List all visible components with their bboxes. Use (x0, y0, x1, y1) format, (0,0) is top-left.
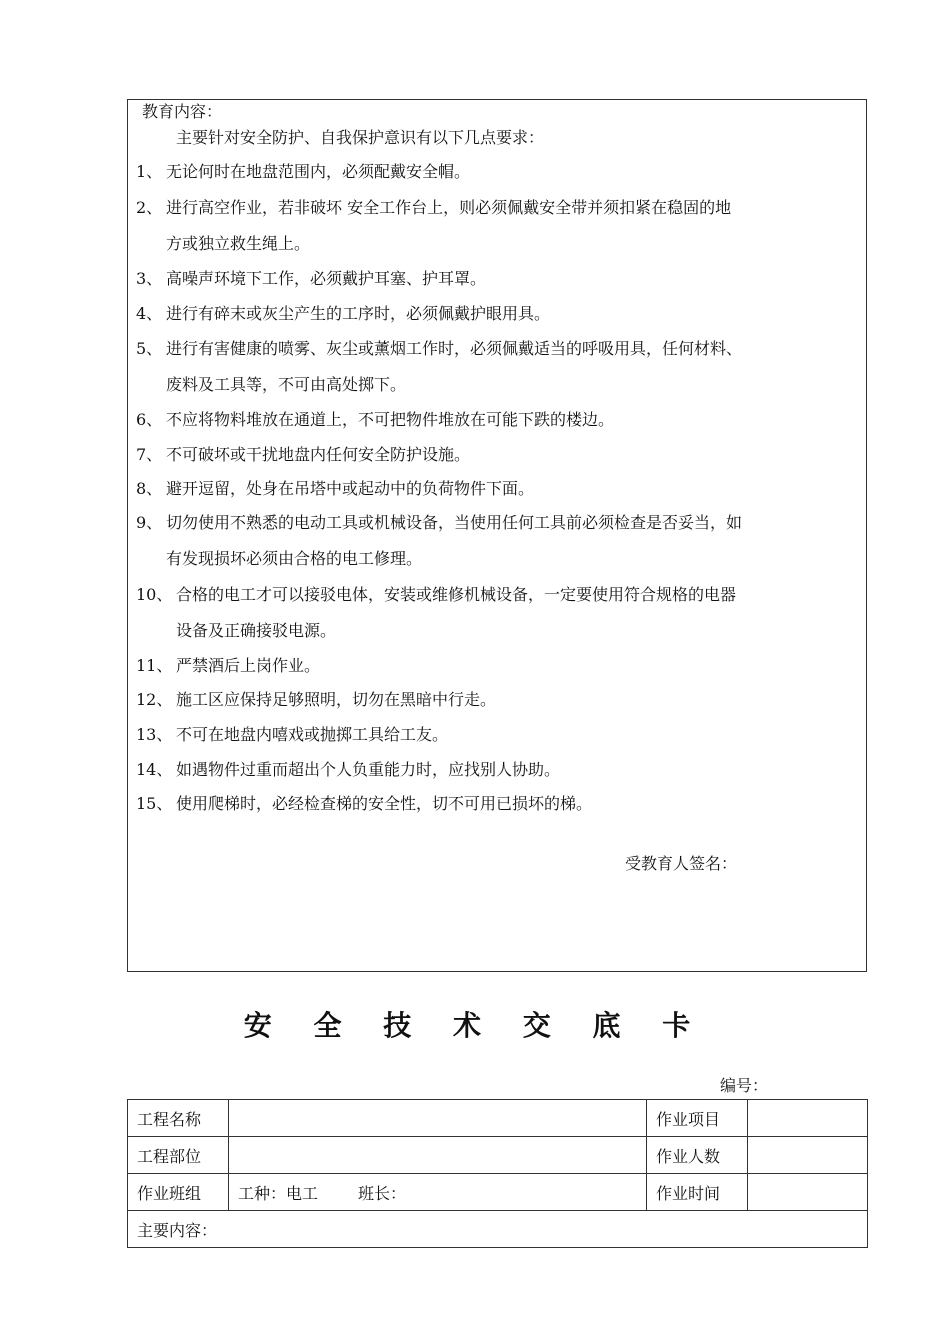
item-text-continued: 废料及工具等，不可由高处掷下。 (166, 375, 407, 394)
item-number: 10、 (136, 585, 173, 604)
leader-text: 班长： (358, 1183, 407, 1203)
education-item-11 (136, 648, 866, 684)
item-number: 4、 (136, 304, 163, 323)
item-text: 无论何时在地盘范围内，必须配戴安全帽。 (166, 162, 471, 181)
table-row (128, 1211, 868, 1248)
item-number: 2、 (136, 198, 163, 217)
item-number: 11、 (136, 656, 173, 675)
signature-label: 受教育人签名： (625, 854, 738, 873)
work-time-label: 作业时间 (647, 1174, 748, 1211)
item-text: 进行有碎末或灰尘产生的工序时，必须佩戴护眼用具。 (166, 304, 551, 323)
item-number: 12、 (136, 690, 173, 709)
item-text-continued: 设备及正确接驳电源。 (176, 621, 337, 640)
item-text: 进行高空作业，若非破坏 安全工作台上，则必须佩戴安全带并须扣紧在稳固的地 (166, 198, 732, 217)
work-time-value[interactable] (748, 1174, 868, 1211)
item-text: 不可破坏或干扰地盘内任何安全防护设施。 (166, 445, 471, 464)
table-row (128, 1174, 868, 1211)
table-row (128, 1100, 868, 1137)
item-text: 避开逗留，处身在吊塔中或起动中的负荷物件下面。 (166, 479, 535, 498)
project-name-value[interactable] (229, 1100, 647, 1137)
card-info-table (127, 1099, 868, 1248)
education-item-7 (136, 437, 866, 473)
work-item-value[interactable] (748, 1100, 868, 1137)
item-number: 1、 (136, 162, 163, 181)
education-item-4 (136, 296, 866, 332)
item-number: 15、 (136, 794, 173, 813)
education-item-14 (136, 752, 866, 788)
item-text: 切勿使用不熟悉的电动工具或机械设备，当使用任何工具前必须检查是否妥当，如 (166, 513, 743, 532)
trade-text: 工种：电工 (238, 1183, 319, 1203)
project-part-value[interactable] (229, 1137, 647, 1174)
work-item-label: 作业项目 (647, 1100, 748, 1137)
education-item-9 (136, 505, 866, 577)
education-item-6 (136, 402, 866, 438)
item-text: 进行有害健康的喷雾、灰尘或薰烟工作时，必须佩戴适当的呼吸用具，任何材料、 (166, 339, 743, 358)
education-item-10 (136, 577, 866, 649)
project-name-label: 工程名称 (128, 1100, 229, 1137)
item-text: 不应将物料堆放在通道上，不可把物件堆放在可能下跌的楼边。 (166, 410, 615, 429)
item-number: 3、 (136, 269, 163, 288)
item-text: 施工区应保持足够照明，切勿在黑暗中行走。 (176, 690, 497, 709)
education-item-3 (136, 261, 866, 297)
headcount-value[interactable] (748, 1137, 868, 1174)
project-part-label: 工程部位 (128, 1137, 229, 1174)
item-text: 合格的电工才可以接驳电体，安装或维修机械设备，一定要使用符合规格的电器 (176, 585, 737, 604)
item-text-continued: 方或独立救生绳上。 (166, 234, 311, 253)
table-row (128, 1137, 868, 1174)
education-item-8 (136, 471, 866, 507)
team-value[interactable] (229, 1174, 647, 1211)
item-number: 9、 (136, 513, 163, 532)
team-label: 作业班组 (128, 1174, 229, 1211)
item-number: 7、 (136, 445, 163, 464)
item-number: 13、 (136, 725, 173, 744)
education-item-2 (136, 190, 866, 262)
serial-number-label: 编号： (720, 1076, 769, 1095)
item-text: 高噪声环境下工作，必须戴护耳塞、护耳罩。 (166, 269, 487, 288)
item-text: 如遇物件过重而超出个人负重能力时，应找别人协助。 (176, 760, 561, 779)
item-number: 8、 (136, 479, 163, 498)
headcount-label: 作业人数 (647, 1137, 748, 1174)
education-item-12 (136, 682, 866, 718)
item-number: 5、 (136, 339, 163, 358)
item-number: 6、 (136, 410, 163, 429)
item-text: 使用爬梯时，必经检查梯的安全性，切不可用已损坏的梯。 (176, 794, 593, 813)
education-box (127, 99, 867, 972)
education-item-15 (136, 786, 866, 822)
education-item-5 (136, 331, 866, 403)
education-item-13 (136, 717, 866, 753)
card-title: 安 全 技 术 交 底 卡 (243, 1009, 707, 1042)
main-content-label: 主要内容： (128, 1211, 868, 1248)
item-text: 不可在地盘内嘻戏或抛掷工具给工友。 (176, 725, 449, 744)
item-text: 严禁酒后上岗作业。 (176, 656, 321, 675)
education-heading: 教育内容： (142, 102, 223, 121)
item-text-continued: 有发现损坏必须由合格的电工修理。 (166, 549, 423, 568)
education-intro: 主要针对安全防护、自我保护意识有以下几点要求： (176, 128, 545, 147)
education-item-1 (136, 154, 866, 190)
item-number: 14、 (136, 760, 173, 779)
